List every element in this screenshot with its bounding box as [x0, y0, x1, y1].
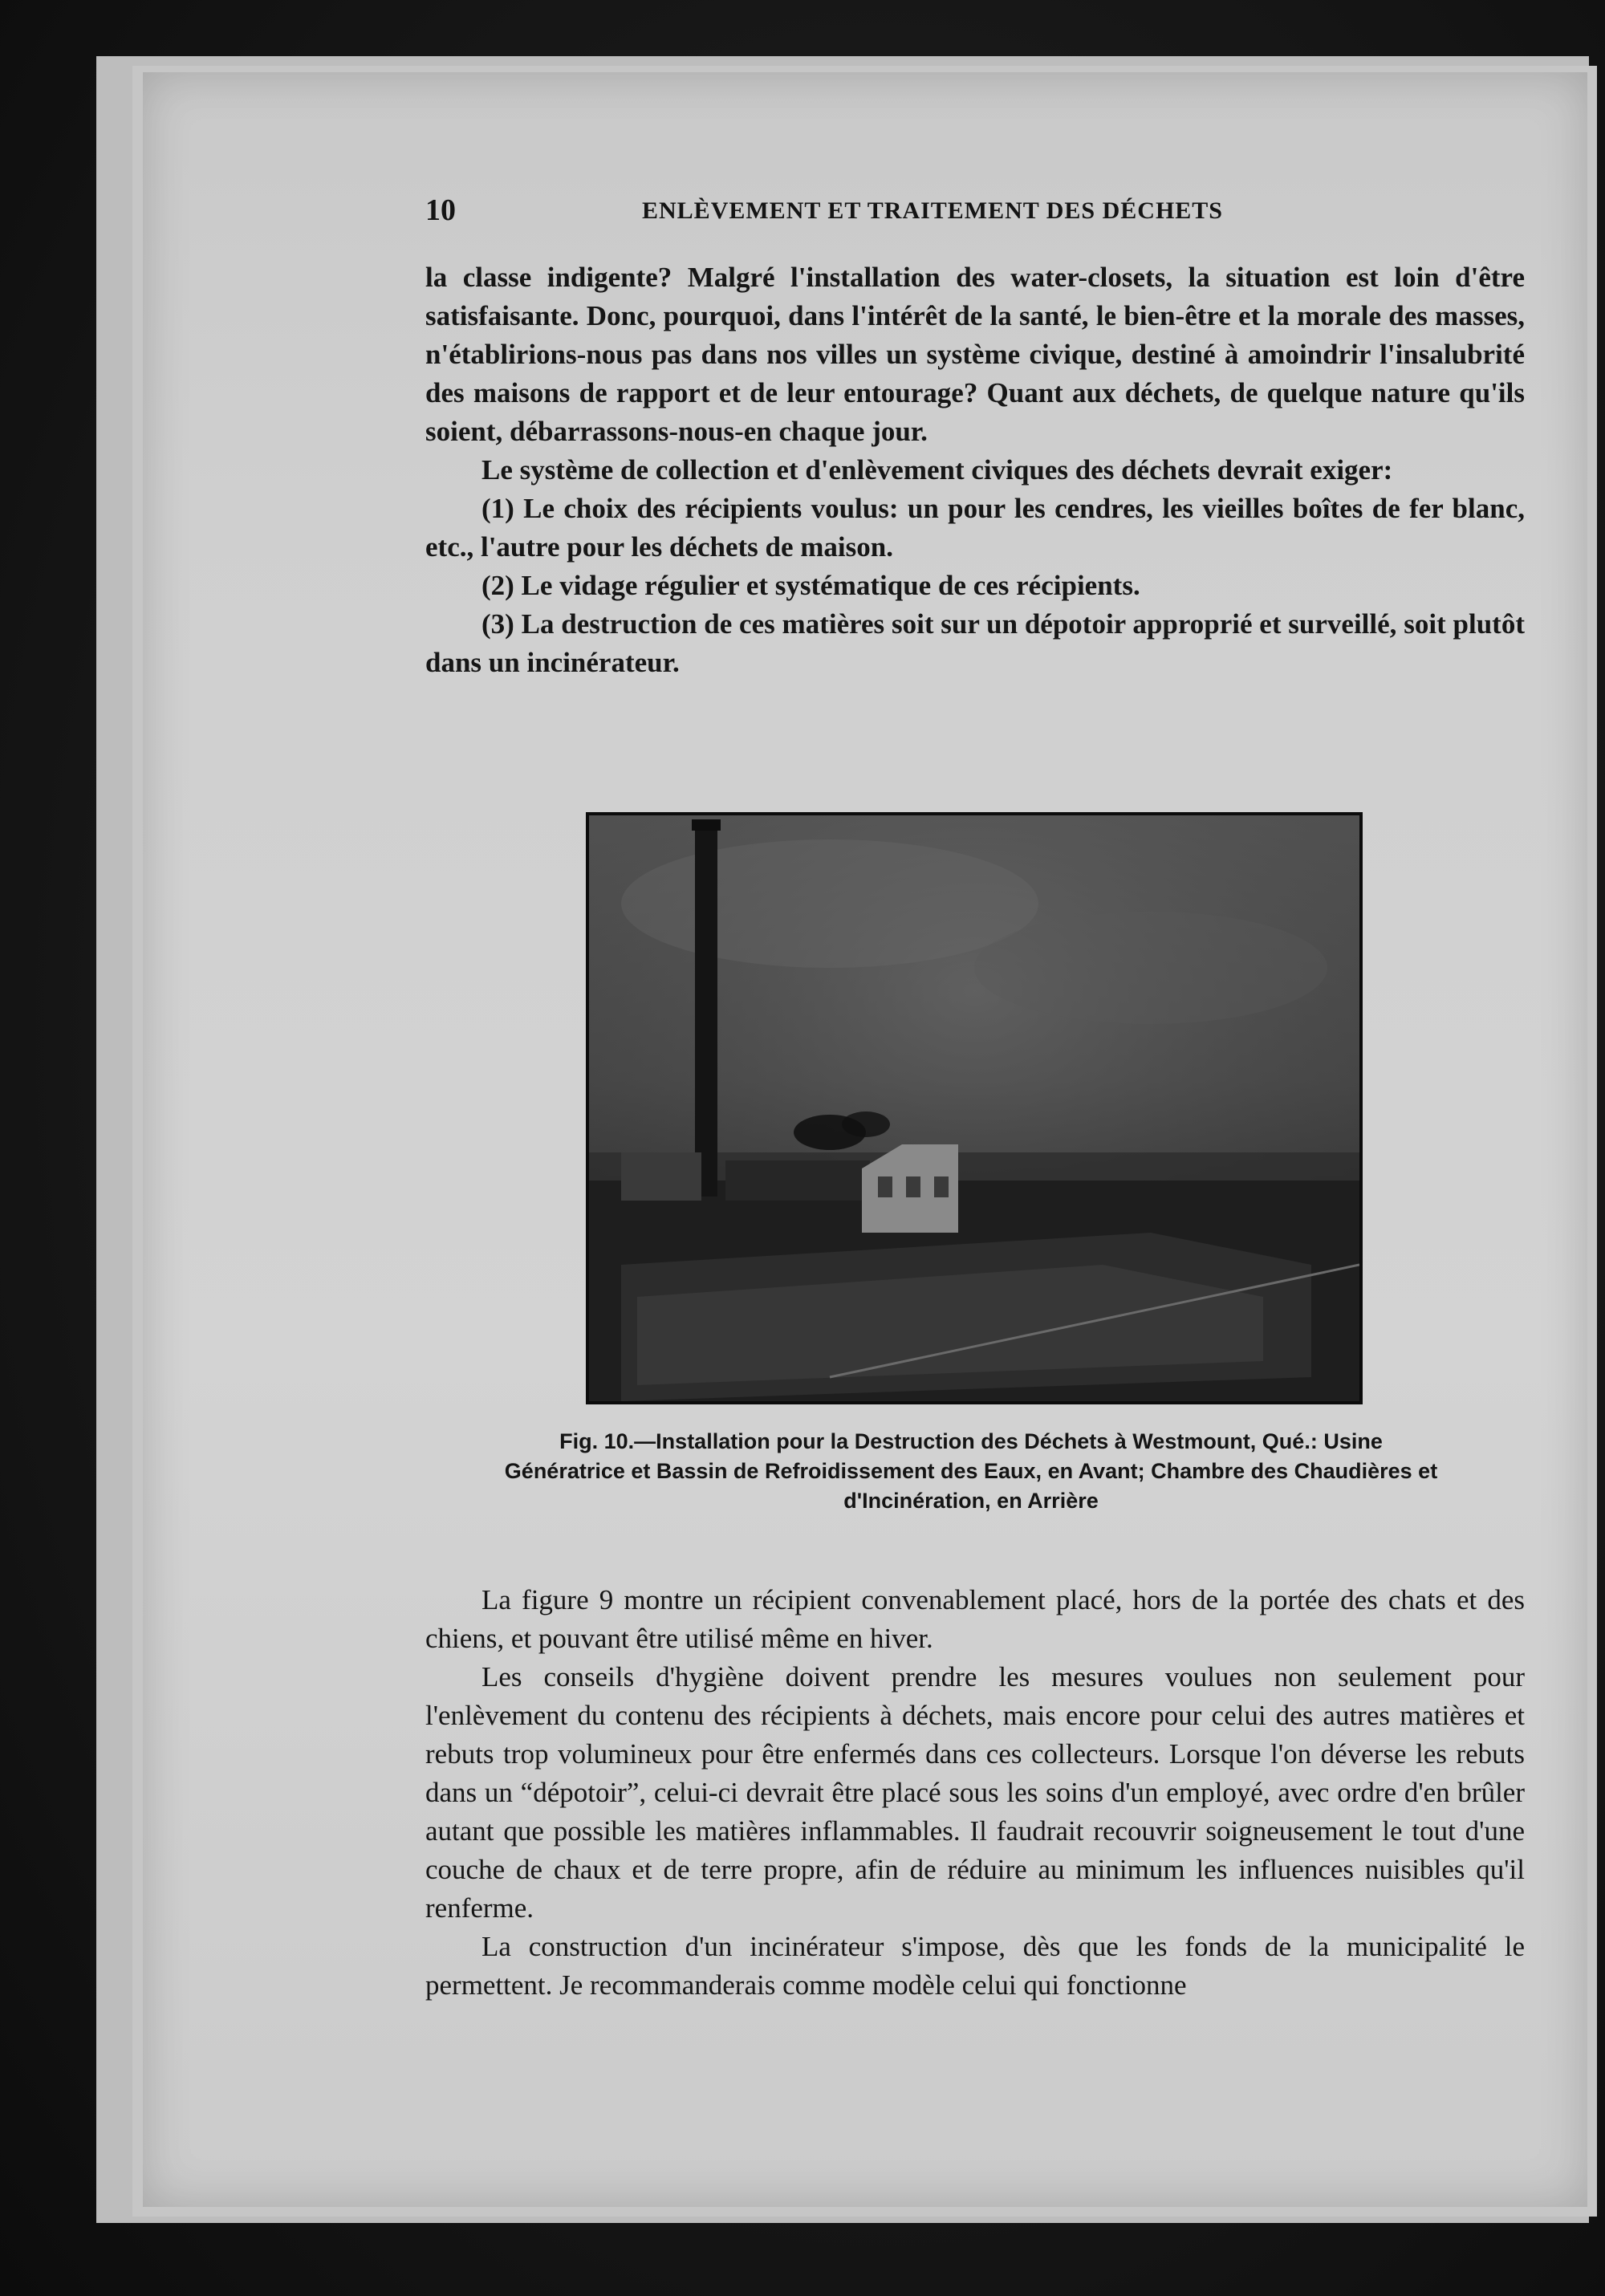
paragraph-hygiene-councils: Les conseils d'hygiène doivent prendre les mesures voulues non seulement pour l'enlèvement du contenu des récipients à déchets, mais encore pour celui des autres matières et rebuts trop volumineux pour être enfermés dans ces collecteurs. Lorsque l'on déverse les rebuts dans un “dépotoir”, celui-ci devrait être placé sous les soins d'un employé, avec ordre d'en brûler autant que possible les matières inflammables. Il faudrait recouvrir soigneusement le tout d'une couche de chaux et de terre propre, afin de réduire au minimum les influences nuisibles qu'il renferme. [425, 1661, 1525, 1924]
window-2 [906, 1176, 920, 1197]
running-title: ENLÈVEMENT ET TRAITEMENT DES DÉCHETS [642, 197, 1223, 224]
bottom-text-block [425, 1581, 1525, 2005]
figure-caption: Fig. 10.—Installation pour la Destruction des Déchets à Westmount, Qué.: Usine Génératrice et Bassin de Refroidissement des Eaux, en Avant; Chambre des Chaudières et d'Incinération, en Arrière [504, 1429, 1438, 1513]
figure-photo-incinerator [586, 812, 1363, 1404]
list-item-1: (1) Le choix des récipients voulus: un pour les cendres, les vieilles boîtes de fer blanc, etc., l'autre pour les déchets de maison. [425, 493, 1525, 563]
building-left [621, 1152, 701, 1201]
paragraph-intro: la classe indigente? Malgré l'installation des water-closets, la situation est loin d'être satisfaisante. Donc, pourquoi, dans l'intérêt de la santé, le bien-être et la morale des masses, n'établirions-nous pas dans nos villes un système civique, destiné à amoindrir l'insalubrité des maisons de rapport et de leur entourage? Quant aux déchets, de quelque nature qu'ils soient, débarrassons-nous-en chaque jour. [425, 262, 1525, 447]
cloud-left [621, 839, 1038, 968]
top-text-block [425, 258, 1525, 682]
chimney-top [692, 819, 721, 831]
page-header [425, 193, 1525, 241]
paragraph-figure-9: La figure 9 montre un récipient convenablement placé, hors de la portée des chats et des chiens, et pouvant être utilisé même en hiver. [425, 1584, 1525, 1654]
list-item-3: (3) La destruction de ces matières soit sur un dépotoir approprié et surveillé, soit plutôt dans un incinérateur. [425, 608, 1525, 678]
chimney [695, 819, 717, 1197]
window-3 [934, 1176, 949, 1197]
list-item-2: (2) Le vidage régulier et systématique de ces récipients. [482, 570, 1140, 601]
cloud-right [974, 912, 1327, 1024]
paragraph-system: Le système de collection et d'enlèvement civiques des déchets devrait exiger: [482, 454, 1393, 486]
page-number: 10 [425, 193, 456, 227]
smoke-plume-2 [842, 1111, 890, 1137]
photo-illustration [589, 815, 1359, 1401]
boiler-house [725, 1160, 870, 1201]
window-1 [878, 1176, 892, 1197]
paragraph-incinerator: La construction d'un incinérateur s'impose, dès que les fonds de la municipalité le permettent. Je recommanderais comme modèle celui qui fonctionne [425, 1931, 1525, 2001]
